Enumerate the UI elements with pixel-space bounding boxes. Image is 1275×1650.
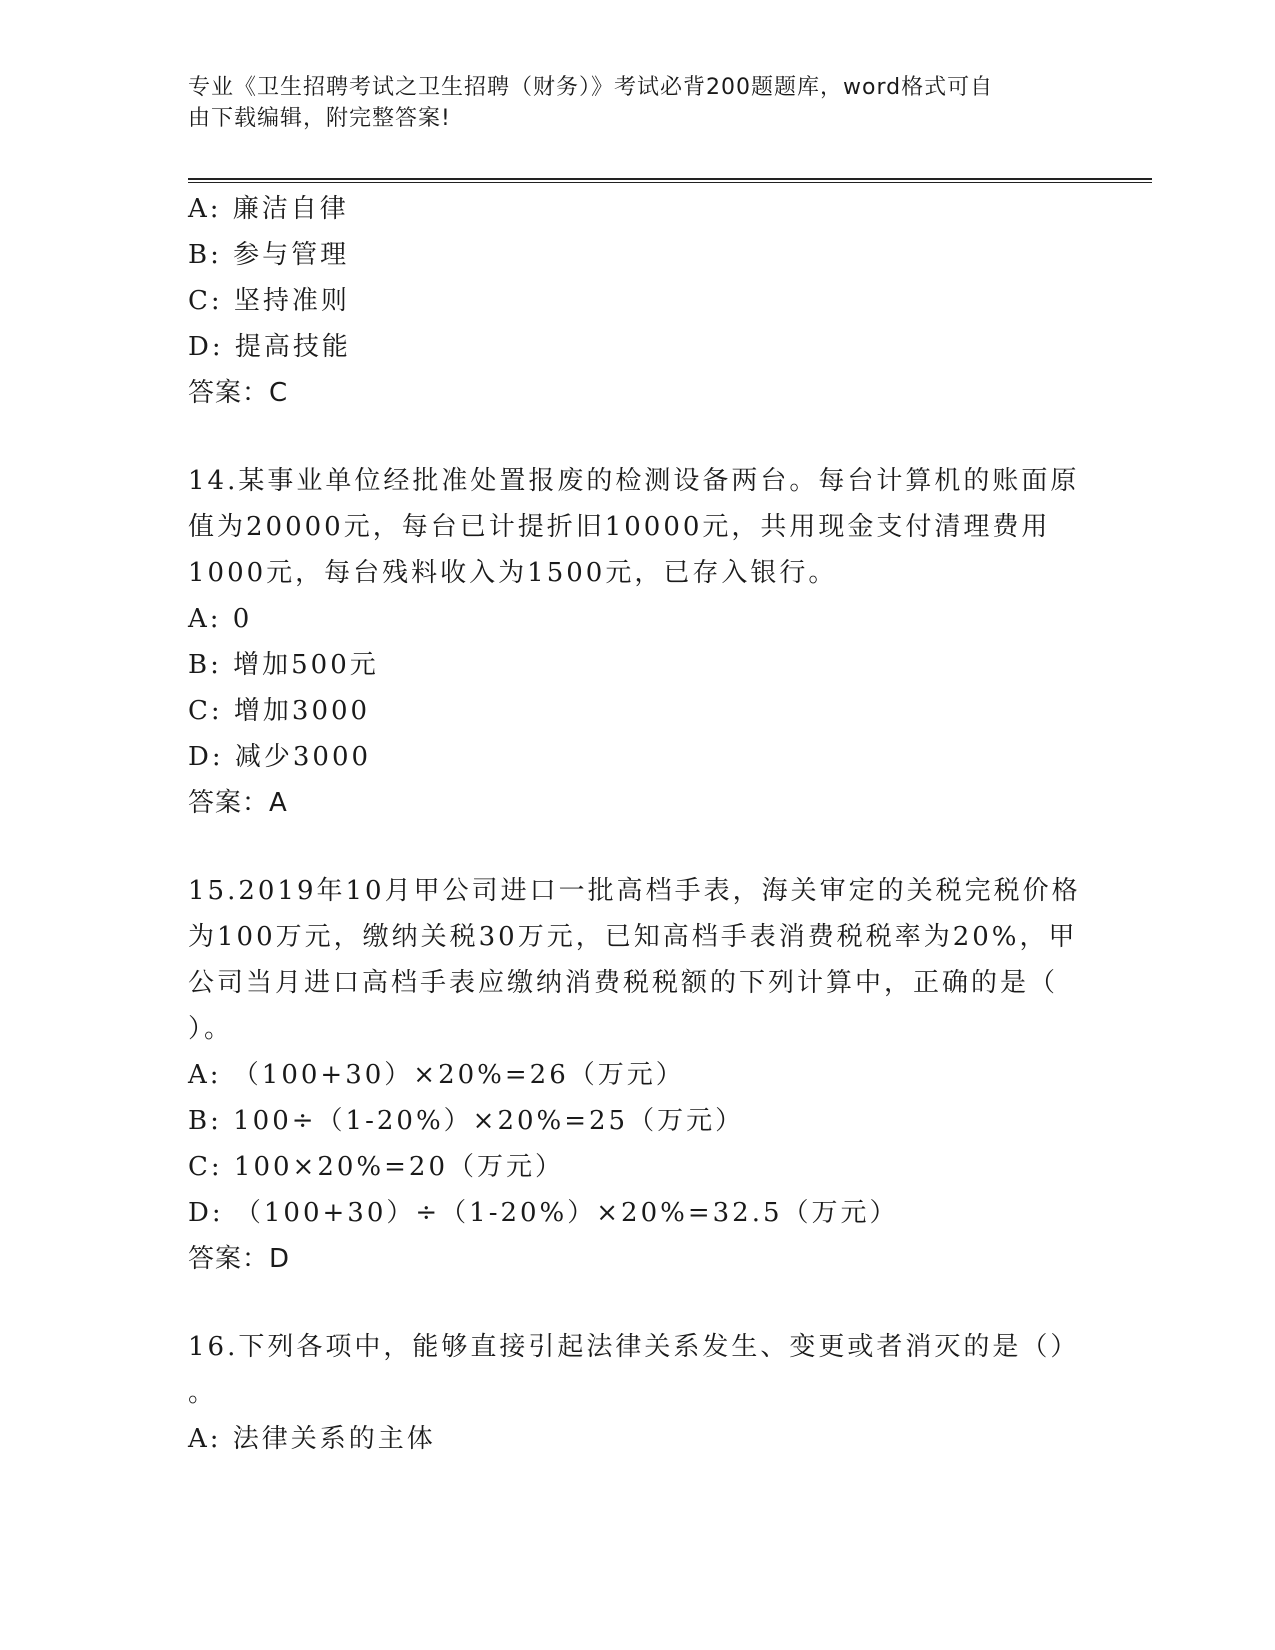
question-line: 1000元，每台残料收入为1500元，已存入银行。 <box>188 558 838 588</box>
answer-line: 答案：D <box>188 1244 291 1274</box>
question-line: 15.2019年10月甲公司进口一批高档手表，海关审定的关税完税价格 <box>188 876 1081 906</box>
option-c: C: 增加3000 <box>188 696 371 726</box>
answer-line: 答案：A <box>188 788 288 818</box>
question-line: 14.某事业单位经批准处置报废的检测设备两台。每台计算机的账面原 <box>188 466 1080 496</box>
question-line: ）。 <box>188 1014 234 1044</box>
option-c: C: 100×20%=20（万元） <box>188 1152 564 1182</box>
question-line: 为100万元，缴纳关税30万元，已知高档手表消费税税率为20%，甲 <box>188 922 1078 952</box>
header-divider-thick <box>188 178 1152 180</box>
header-line-1: 专业《卫生招聘考试之卫生招聘（财务）》考试必背200题题库，word格式可自 <box>188 75 994 100</box>
option-a: A: 廉洁自律 <box>188 194 349 224</box>
question-line: 值为20000元，每台已计提折旧10000元，共用现金支付清理费用 <box>188 512 1051 542</box>
answer-line: 答案：C <box>188 378 289 408</box>
option-a: A: 法律关系的主体 <box>188 1424 436 1454</box>
question-line: 。 <box>188 1378 218 1408</box>
option-c: C: 坚持准则 <box>188 286 350 316</box>
document-header <box>188 72 1068 134</box>
header-divider-thin <box>188 182 1152 183</box>
question-16-block <box>188 1324 1088 1462</box>
question-text <box>188 458 1088 596</box>
option-b: B: 增加500元 <box>188 650 379 680</box>
question-line: 公司当月进口高档手表应缴纳消费税税额的下列计算中，正确的是（ <box>188 968 1059 998</box>
option-d: D: 减少3000 <box>188 742 372 772</box>
option-a: A: （100+30）×20%=26（万元） <box>188 1060 685 1090</box>
question-text <box>188 868 1088 1052</box>
question-14-block <box>188 458 1088 826</box>
option-d: D: （100+30）÷（1-20%）×20%=32.5（万元） <box>188 1198 899 1228</box>
option-b: B: 100÷（1-20%）×20%=25（万元） <box>188 1106 745 1136</box>
question-text <box>188 1324 1088 1416</box>
question-13-block <box>188 186 1088 416</box>
question-line: 16.下列各项中，能够直接引起法律关系发生、变更或者消灭的是（） <box>188 1332 1080 1362</box>
question-15-block <box>188 868 1088 1282</box>
option-a: A: 0 <box>188 604 253 634</box>
document-body <box>188 186 1088 1462</box>
option-b: B: 参与管理 <box>188 240 350 270</box>
option-d: D: 提高技能 <box>188 332 351 362</box>
header-line-2: 由下载编辑，附完整答案! <box>188 106 451 131</box>
